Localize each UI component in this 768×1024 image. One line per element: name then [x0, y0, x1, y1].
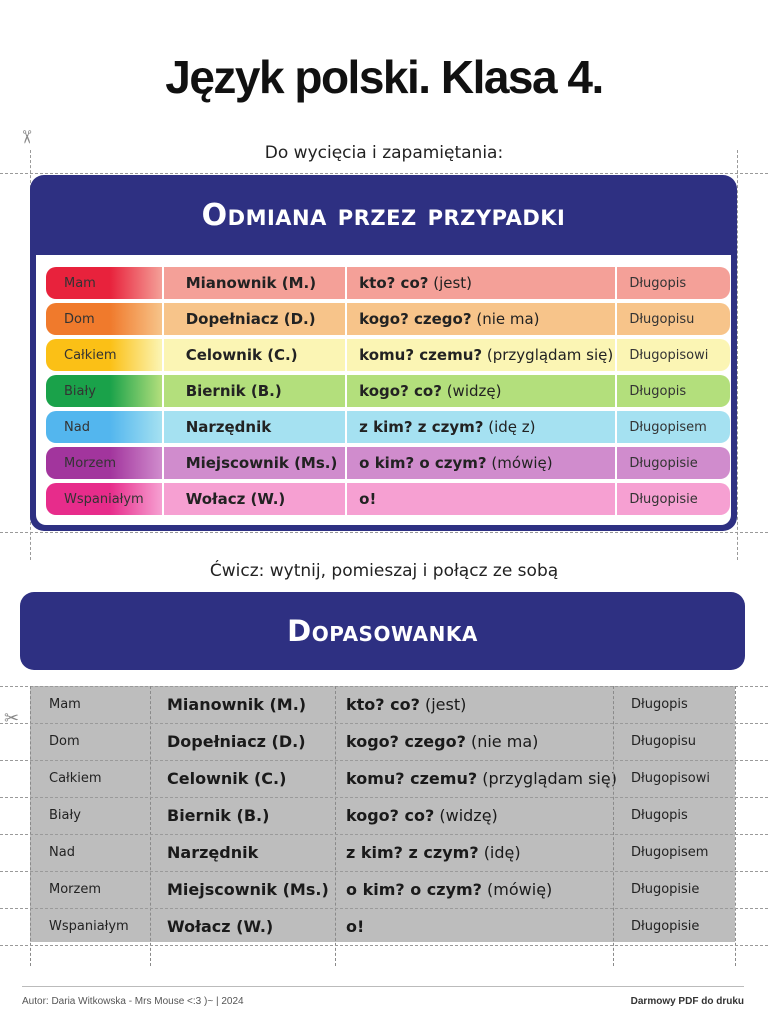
word-form-cell: Długopis: [617, 267, 730, 299]
question-cell: [347, 303, 615, 335]
question-text: o!: [359, 490, 377, 508]
scissors-icon: ✂: [4, 708, 20, 729]
cut-line-row: [0, 908, 768, 909]
case-row: [46, 267, 730, 299]
word-form-cell: Długopisu: [617, 303, 730, 335]
mnemonic-cell: Biały: [46, 375, 162, 407]
cut-line-row: [0, 797, 768, 798]
word-form-cell: Długopisowi: [617, 339, 730, 371]
question-text: z kim? z czym?: [346, 843, 479, 862]
subtitle-cut-out: Do wycięcia i zapamiętania:: [264, 143, 504, 163]
question-cell: [347, 375, 615, 407]
example-text: (nie ma): [476, 310, 540, 328]
footer-divider: [22, 986, 744, 987]
case-row: [46, 411, 730, 443]
word-form-cell: Długopis: [631, 697, 688, 712]
case-name-cell: Miejscownik (Ms.): [164, 447, 345, 479]
example-text: (mówię): [491, 454, 553, 472]
mnemonic-cell: Morzem: [46, 447, 162, 479]
case-name-cell: Narzędnik: [164, 411, 345, 443]
case-row: [46, 483, 730, 515]
case-name-cell: Dopełniacz (D.): [164, 303, 345, 335]
question-cell: [347, 267, 615, 299]
question-cell: [346, 723, 538, 760]
example-text: (mówię): [487, 880, 553, 899]
question-cell: [347, 447, 615, 479]
cut-line-row: [0, 945, 768, 946]
cut-line-col-2: [335, 686, 336, 966]
question-text: komu? czemu?: [346, 769, 478, 788]
word-form-cell: Długopis: [617, 375, 730, 407]
cut-line-bottom: [0, 532, 768, 533]
question-cell: [347, 411, 615, 443]
matching-row: [30, 686, 735, 723]
case-name-cell: Biernik (B.): [164, 375, 345, 407]
matching-row: [30, 834, 735, 871]
matching-row: [30, 908, 735, 945]
matching-row: [30, 723, 735, 760]
word-form-cell: Długopisie: [631, 882, 700, 897]
mnemonic-cell: Biały: [49, 808, 81, 823]
cut-line-col-1: [150, 686, 151, 966]
word-form-cell: Długopisie: [617, 447, 730, 479]
case-name-cell: Miejscownik (Ms.): [167, 880, 329, 899]
cut-line-top: [0, 173, 768, 174]
word-form-cell: Długopisie: [631, 919, 700, 934]
question-cell: [346, 760, 617, 797]
cut-line-col-3: [613, 686, 614, 966]
example-text: (widzę): [439, 806, 498, 825]
word-form-cell: Długopisem: [617, 411, 730, 443]
example-text: (jest): [433, 274, 473, 292]
question-cell: [346, 686, 466, 723]
word-form-cell: Długopisie: [617, 483, 730, 515]
scissors-icon: ✂: [15, 129, 37, 145]
page-title: Język polski. Klasa 4.: [165, 51, 603, 103]
mnemonic-cell: Wspaniałym: [46, 483, 162, 515]
example-text: (idę z): [488, 418, 536, 436]
case-name-cell: Celownik (C.): [164, 339, 345, 371]
question-cell: [346, 797, 498, 834]
question-text: o kim? o czym?: [346, 880, 482, 899]
mnemonic-cell: Dom: [49, 734, 80, 749]
cut-line-row: [0, 760, 768, 761]
cases-table: [36, 255, 731, 525]
case-name-cell: Narzędnik: [167, 843, 259, 862]
case-row: [46, 447, 730, 479]
case-name-cell: Dopełniacz (D.): [167, 732, 306, 751]
cut-line-col-0: [30, 686, 31, 966]
case-row: [46, 375, 730, 407]
matching-card-title: Dopasowanka: [20, 592, 745, 670]
case-name-cell: Mianownik (M.): [164, 267, 345, 299]
question-text: komu? czemu?: [359, 346, 483, 364]
mnemonic-cell: Całkiem: [46, 339, 162, 371]
word-form-cell: Długopis: [631, 808, 688, 823]
question-cell: [347, 483, 615, 515]
question-text: o!: [346, 917, 365, 936]
mnemonic-cell: Nad: [46, 411, 162, 443]
example-text: (idę): [483, 843, 521, 862]
question-text: kto? co?: [359, 274, 429, 292]
question-cell: [346, 834, 521, 871]
cut-line-col-4: [735, 686, 736, 966]
mnemonic-cell: Morzem: [49, 882, 101, 897]
footer-pdf-label: Darmowy PDF do druku: [630, 996, 744, 1007]
mnemonic-cell: Mam: [46, 267, 162, 299]
cut-line-row: [0, 871, 768, 872]
mnemonic-cell: Wspaniałym: [49, 919, 129, 934]
mnemonic-cell: Mam: [49, 697, 81, 712]
example-text: (nie ma): [470, 732, 539, 751]
question-text: o kim? o czym?: [359, 454, 487, 472]
case-name-cell: Wołacz (W.): [164, 483, 345, 515]
word-form-cell: Długopisem: [631, 845, 709, 860]
case-name-cell: Mianownik (M.): [167, 695, 307, 714]
cases-card-title: Odmiana przez przypadki: [201, 197, 566, 233]
question-cell: [346, 871, 552, 908]
subtitle-exercise: Ćwicz: wytnij, pomieszaj i połącz ze sobą: [209, 561, 559, 581]
example-text: (przyglądam się): [486, 346, 614, 364]
cut-line-row: [0, 723, 768, 724]
question-cell: [347, 339, 615, 371]
footer-author: Autor: Daria Witkowska - Mrs Mouse <:3 )~ | 2024: [22, 996, 244, 1007]
question-text: kogo? czego?: [346, 732, 466, 751]
mnemonic-cell: Dom: [46, 303, 162, 335]
question-cell: [346, 908, 369, 945]
cases-card: [30, 175, 737, 531]
cut-line-matching-top: [0, 686, 768, 687]
question-text: z kim? z czym?: [359, 418, 484, 436]
example-text: (przyglądam się): [482, 769, 617, 788]
cut-line-right: [737, 150, 738, 560]
word-form-cell: Długopisu: [631, 734, 697, 749]
case-name-cell: Wołacz (W.): [167, 917, 274, 936]
matching-row: [30, 871, 735, 908]
matching-table: [30, 686, 735, 942]
mnemonic-cell: Całkiem: [49, 771, 102, 786]
word-form-cell: Długopisowi: [631, 771, 710, 786]
example-text: (jest): [424, 695, 467, 714]
question-text: kto? co?: [346, 695, 420, 714]
question-text: kogo? co?: [359, 382, 442, 400]
mnemonic-cell: Nad: [49, 845, 75, 860]
case-name-cell: Biernik (B.): [167, 806, 270, 825]
cut-line-row: [0, 834, 768, 835]
question-text: kogo? co?: [346, 806, 435, 825]
case-row: [46, 303, 730, 335]
case-name-cell: Celownik (C.): [167, 769, 287, 788]
matching-row: [30, 797, 735, 834]
case-row: [46, 339, 730, 371]
matching-row: [30, 760, 735, 797]
question-text: kogo? czego?: [359, 310, 472, 328]
example-text: (widzę): [446, 382, 502, 400]
